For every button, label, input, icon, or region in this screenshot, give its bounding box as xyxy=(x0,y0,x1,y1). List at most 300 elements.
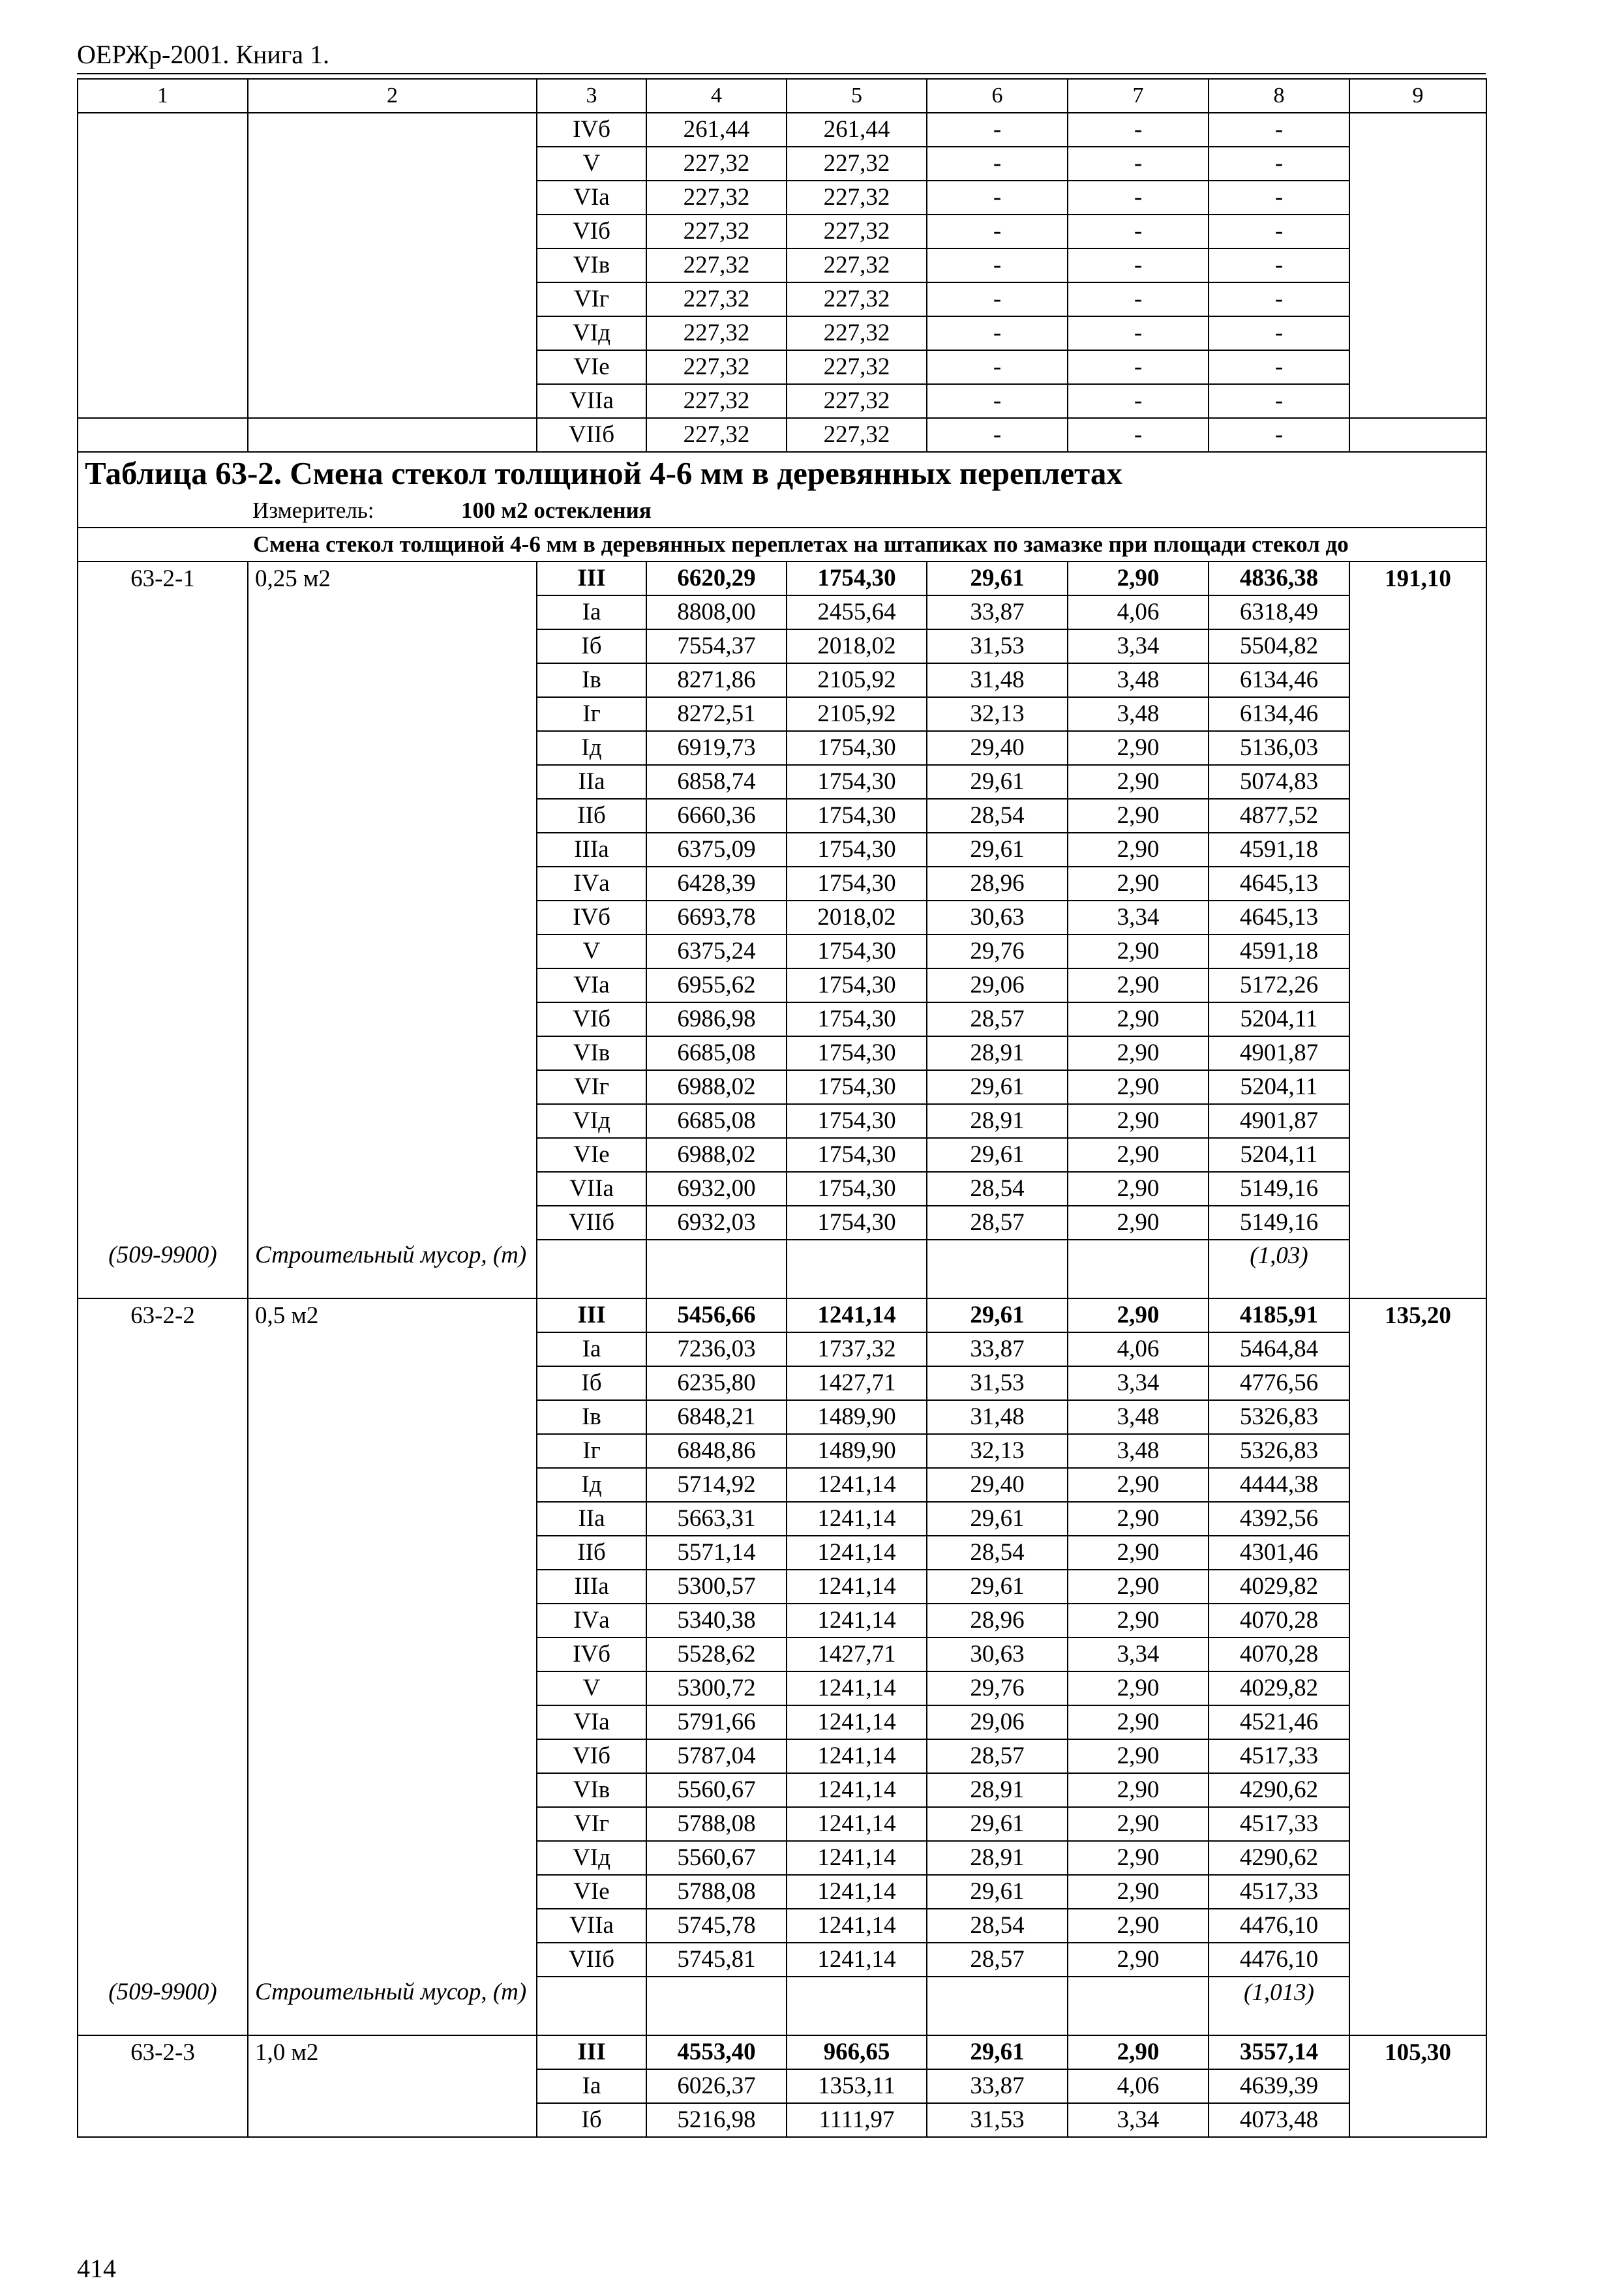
total-cost-cell xyxy=(646,1977,787,2035)
labor-cell xyxy=(1349,248,1486,282)
wages-cell: 1241,14 xyxy=(787,1705,927,1739)
zone-cell: VIа xyxy=(537,1705,646,1739)
table-row xyxy=(78,1104,1486,1138)
total-cost-cell xyxy=(646,1240,787,1298)
zone-cell: V xyxy=(537,935,646,968)
machinist-wages-cell: - xyxy=(1068,215,1209,248)
machine-cell: 29,61 xyxy=(927,1875,1068,1909)
machine-cell: 31,53 xyxy=(927,629,1068,663)
total-cost-cell: 5456,66 xyxy=(646,1298,787,1332)
wages-cell: 227,32 xyxy=(787,418,927,452)
machine-cell: 28,96 xyxy=(927,1604,1068,1638)
materials-cell: 5504,82 xyxy=(1209,629,1349,663)
zone-cell: Iг xyxy=(537,697,646,731)
wages-cell: 1489,90 xyxy=(787,1400,927,1434)
wages-cell: 227,32 xyxy=(787,248,927,282)
wages-cell: 1241,14 xyxy=(787,1773,927,1807)
zone-cell: VIа xyxy=(537,181,646,215)
wages-cell: 1241,14 xyxy=(787,1841,927,1875)
materials-cell: - xyxy=(1209,181,1349,215)
machinist-wages-cell: 2,90 xyxy=(1068,1909,1209,1943)
wages-cell: 1754,30 xyxy=(787,968,927,1002)
total-cost-cell: 6235,80 xyxy=(646,1366,787,1400)
machine-cell: - xyxy=(927,248,1068,282)
materials-cell: 4392,56 xyxy=(1209,1502,1349,1536)
total-cost-cell: 5745,81 xyxy=(646,1943,787,1977)
table-row xyxy=(78,935,1486,968)
machinist-wages-cell: - xyxy=(1068,147,1209,181)
total-cost-cell: 6932,03 xyxy=(646,1206,787,1240)
machinist-wages-cell: 2,90 xyxy=(1068,935,1209,968)
machinist-wages-cell xyxy=(1068,1240,1209,1298)
labor-cell xyxy=(1349,1977,1486,2035)
materials-cell: 4290,62 xyxy=(1209,1841,1349,1875)
total-cost-cell: 5791,66 xyxy=(646,1705,787,1739)
column-number: 4 xyxy=(646,79,787,113)
labor-cell xyxy=(1349,1070,1486,1104)
code-cell xyxy=(78,935,248,968)
labor-cell: 105,30 xyxy=(1349,2035,1486,2069)
materials-cell: 5326,83 xyxy=(1209,1434,1349,1468)
wages-cell: 1241,14 xyxy=(787,1604,927,1638)
machine-cell: 29,61 xyxy=(927,1502,1068,1536)
machinist-wages-cell: - xyxy=(1068,282,1209,316)
labor-cell xyxy=(1349,113,1486,147)
continuation-row xyxy=(78,181,1486,215)
table-row xyxy=(78,1875,1486,1909)
total-cost-cell: 5571,14 xyxy=(646,1536,787,1570)
wages-cell: 227,32 xyxy=(787,147,927,181)
name-cell xyxy=(248,1604,537,1638)
code-cell xyxy=(78,697,248,731)
materials-cell: 5204,11 xyxy=(1209,1070,1349,1104)
code-cell xyxy=(78,1604,248,1638)
table-row xyxy=(78,731,1486,765)
wages-cell: 1754,30 xyxy=(787,731,927,765)
waste-value-cell: (1,013) xyxy=(1209,1977,1349,2035)
total-cost-cell: 227,32 xyxy=(646,418,787,452)
code-cell xyxy=(78,1172,248,1206)
zone-cell: Iа xyxy=(537,595,646,629)
machinist-wages-cell: - xyxy=(1068,113,1209,147)
code-cell xyxy=(78,1671,248,1705)
materials-cell: 4591,18 xyxy=(1209,833,1349,867)
code-cell xyxy=(78,1002,248,1036)
machinist-wages-cell: 3,48 xyxy=(1068,697,1209,731)
waste-code-cell: (509-9900) xyxy=(78,1977,248,2035)
table-row xyxy=(78,595,1486,629)
labor-cell xyxy=(1349,1240,1486,1298)
name-cell xyxy=(248,1036,537,1070)
zone-cell: VIд xyxy=(537,1104,646,1138)
machinist-wages-cell: 3,48 xyxy=(1068,1434,1209,1468)
table-row xyxy=(78,697,1486,731)
rates-table xyxy=(77,78,1487,2138)
table-row xyxy=(78,1138,1486,1172)
materials-cell: 6134,46 xyxy=(1209,697,1349,731)
labor-cell xyxy=(1349,1536,1486,1570)
waste-name-cell: Строительный мусор, (т) xyxy=(248,1240,537,1298)
zone-cell: Iг xyxy=(537,1434,646,1468)
total-cost-cell: 227,32 xyxy=(646,282,787,316)
code-cell xyxy=(78,1638,248,1671)
wages-cell: 1241,14 xyxy=(787,1807,927,1841)
column-number: 1 xyxy=(78,79,248,113)
machinist-wages-cell: 2,90 xyxy=(1068,799,1209,833)
total-cost-cell: 227,32 xyxy=(646,316,787,350)
machine-cell: 31,53 xyxy=(927,2103,1068,2137)
wages-cell: 1754,30 xyxy=(787,1070,927,1104)
machine-cell: 31,48 xyxy=(927,1400,1068,1434)
machinist-wages-cell: 2,90 xyxy=(1068,1172,1209,1206)
machine-cell: - xyxy=(927,384,1068,418)
labor-cell xyxy=(1349,799,1486,833)
continuation-row xyxy=(78,215,1486,248)
machine-cell: 28,91 xyxy=(927,1104,1068,1138)
name-cell xyxy=(248,1138,537,1172)
unit-label: Измеритель: xyxy=(252,497,374,523)
materials-cell: 4901,87 xyxy=(1209,1104,1349,1138)
machine-cell: 28,91 xyxy=(927,1036,1068,1070)
materials-cell: 4029,82 xyxy=(1209,1671,1349,1705)
labor-cell xyxy=(1349,968,1486,1002)
total-cost-cell: 6685,08 xyxy=(646,1036,787,1070)
total-cost-cell: 261,44 xyxy=(646,113,787,147)
name-cell xyxy=(248,113,537,147)
machinist-wages-cell: 2,90 xyxy=(1068,1138,1209,1172)
materials-cell: 5326,83 xyxy=(1209,1400,1349,1434)
column-number: 2 xyxy=(248,79,537,113)
labor-cell xyxy=(1349,1909,1486,1943)
table-row xyxy=(78,1638,1486,1671)
labor-cell xyxy=(1349,1366,1486,1400)
labor-cell xyxy=(1349,1943,1486,1977)
name-cell xyxy=(248,1332,537,1366)
name-cell xyxy=(248,215,537,248)
name-cell xyxy=(248,1841,537,1875)
labor-cell xyxy=(1349,867,1486,901)
machinist-wages-cell: 2,90 xyxy=(1068,1705,1209,1739)
materials-cell: 5204,11 xyxy=(1209,1138,1349,1172)
table-row xyxy=(78,663,1486,697)
zone-cell: Iб xyxy=(537,629,646,663)
code-cell xyxy=(78,1705,248,1739)
labor-cell xyxy=(1349,1206,1486,1240)
machine-cell: 28,54 xyxy=(927,1172,1068,1206)
table-row xyxy=(78,1705,1486,1739)
name-cell xyxy=(248,1943,537,1977)
code-cell xyxy=(78,1468,248,1502)
table-row xyxy=(78,1366,1486,1400)
machine-cell: 33,87 xyxy=(927,2069,1068,2103)
zone-cell: VIв xyxy=(537,1773,646,1807)
code-cell xyxy=(78,1138,248,1172)
labor-cell xyxy=(1349,1036,1486,1070)
machinist-wages-cell: 2,90 xyxy=(1068,1671,1209,1705)
code-cell xyxy=(78,731,248,765)
labor-cell xyxy=(1349,1638,1486,1671)
code-cell xyxy=(78,2103,248,2137)
labor-cell xyxy=(1349,1502,1486,1536)
name-cell: 0,25 м2 xyxy=(248,561,537,595)
total-cost-cell: 6620,29 xyxy=(646,561,787,595)
machine-cell: 28,54 xyxy=(927,1909,1068,1943)
name-cell xyxy=(248,1434,537,1468)
labor-cell xyxy=(1349,595,1486,629)
machine-cell: 29,61 xyxy=(927,1138,1068,1172)
name-cell: 1,0 м2 xyxy=(248,2035,537,2069)
total-cost-cell: 6428,39 xyxy=(646,867,787,901)
labor-cell xyxy=(1349,1875,1486,1909)
labor-cell xyxy=(1349,1570,1486,1604)
table-row xyxy=(78,1332,1486,1366)
total-cost-cell: 5714,92 xyxy=(646,1468,787,1502)
name-cell xyxy=(248,1468,537,1502)
machinist-wages-cell: 2,90 xyxy=(1068,731,1209,765)
materials-cell: 4645,13 xyxy=(1209,867,1349,901)
total-cost-cell: 5216,98 xyxy=(646,2103,787,2137)
machine-cell: 29,61 xyxy=(927,1570,1068,1604)
zone-cell: VIг xyxy=(537,282,646,316)
continuation-row xyxy=(78,113,1486,147)
zone-cell: V xyxy=(537,147,646,181)
machinist-wages-cell: - xyxy=(1068,181,1209,215)
table-row xyxy=(78,2069,1486,2103)
materials-cell: 4836,38 xyxy=(1209,561,1349,595)
machinist-wages-cell: 3,34 xyxy=(1068,1366,1209,1400)
total-cost-cell: 6375,09 xyxy=(646,833,787,867)
continuation-row xyxy=(78,418,1486,452)
zone-cell: IVб xyxy=(537,901,646,935)
materials-cell: 5149,16 xyxy=(1209,1172,1349,1206)
machine-cell: 29,40 xyxy=(927,731,1068,765)
wages-cell: 1241,14 xyxy=(787,1875,927,1909)
name-cell xyxy=(248,147,537,181)
materials-cell: - xyxy=(1209,418,1349,452)
code-cell xyxy=(78,1400,248,1434)
wages-cell: 1754,30 xyxy=(787,935,927,968)
machine-cell: 28,96 xyxy=(927,867,1068,901)
total-cost-cell: 6858,74 xyxy=(646,765,787,799)
table-title-row xyxy=(78,452,1486,494)
labor-cell xyxy=(1349,1104,1486,1138)
materials-cell: 4073,48 xyxy=(1209,2103,1349,2137)
machine-cell: 33,87 xyxy=(927,1332,1068,1366)
materials-cell: 4877,52 xyxy=(1209,799,1349,833)
zone-cell: Iд xyxy=(537,731,646,765)
zone-cell: Iв xyxy=(537,663,646,697)
machinist-wages-cell: 2,90 xyxy=(1068,1875,1209,1909)
machinist-wages-cell: 3,48 xyxy=(1068,663,1209,697)
materials-cell: 4290,62 xyxy=(1209,1773,1349,1807)
wages-cell: 227,32 xyxy=(787,282,927,316)
wages-cell: 1754,30 xyxy=(787,867,927,901)
materials-cell: 5136,03 xyxy=(1209,731,1349,765)
name-cell xyxy=(248,350,537,384)
labor-cell xyxy=(1349,282,1486,316)
column-number: 5 xyxy=(787,79,927,113)
materials-cell: 4901,87 xyxy=(1209,1036,1349,1070)
materials-cell: - xyxy=(1209,113,1349,147)
code-cell xyxy=(78,147,248,181)
code-cell xyxy=(78,1739,248,1773)
machinist-wages-cell: 4,06 xyxy=(1068,1332,1209,1366)
machinist-wages-cell: 2,90 xyxy=(1068,833,1209,867)
machinist-wages-cell: 2,90 xyxy=(1068,561,1209,595)
name-cell xyxy=(248,1070,537,1104)
materials-cell: - xyxy=(1209,282,1349,316)
zone-cell: VIIб xyxy=(537,418,646,452)
machinist-wages-cell: 2,90 xyxy=(1068,765,1209,799)
wages-cell: 1427,71 xyxy=(787,1366,927,1400)
total-cost-cell: 6026,37 xyxy=(646,2069,787,2103)
labor-cell xyxy=(1349,1705,1486,1739)
total-cost-cell: 6986,98 xyxy=(646,1002,787,1036)
materials-cell: 4591,18 xyxy=(1209,935,1349,968)
materials-cell: - xyxy=(1209,248,1349,282)
zone-cell: VIIа xyxy=(537,1172,646,1206)
materials-cell: 4517,33 xyxy=(1209,1739,1349,1773)
code-cell xyxy=(78,215,248,248)
total-cost-cell: 5788,08 xyxy=(646,1875,787,1909)
wages-cell: 227,32 xyxy=(787,350,927,384)
column-number: 9 xyxy=(1349,79,1486,113)
code-cell xyxy=(78,1536,248,1570)
machine-cell: 32,13 xyxy=(927,1434,1068,1468)
name-cell xyxy=(248,1172,537,1206)
name-cell xyxy=(248,384,537,418)
name-cell xyxy=(248,2103,537,2137)
continuation-row xyxy=(78,316,1486,350)
wages-cell: 1754,30 xyxy=(787,1036,927,1070)
table-row xyxy=(78,833,1486,867)
wages-cell: 1754,30 xyxy=(787,1104,927,1138)
labor-cell: 135,20 xyxy=(1349,1298,1486,1332)
name-cell xyxy=(248,663,537,697)
materials-cell: 4029,82 xyxy=(1209,1570,1349,1604)
code-cell xyxy=(78,663,248,697)
table-row xyxy=(78,2035,1486,2069)
zone-cell: V xyxy=(537,1671,646,1705)
waste-value-cell: (1,03) xyxy=(1209,1240,1349,1298)
total-cost-cell: 8271,86 xyxy=(646,663,787,697)
labor-cell xyxy=(1349,1841,1486,1875)
machine-cell: - xyxy=(927,316,1068,350)
total-cost-cell: 227,32 xyxy=(646,384,787,418)
table-row xyxy=(78,1468,1486,1502)
table-row xyxy=(78,1909,1486,1943)
machine-cell: 29,06 xyxy=(927,1705,1068,1739)
zone-cell: VIе xyxy=(537,1875,646,1909)
machine-cell: - xyxy=(927,215,1068,248)
code-cell xyxy=(78,1502,248,1536)
wages-cell: 227,32 xyxy=(787,316,927,350)
name-cell xyxy=(248,1739,537,1773)
zone-cell: III xyxy=(537,2035,646,2069)
materials-cell: 4776,56 xyxy=(1209,1366,1349,1400)
name-cell xyxy=(248,1875,537,1909)
materials-cell: 5149,16 xyxy=(1209,1206,1349,1240)
machine-cell: - xyxy=(927,282,1068,316)
zone-cell: IIа xyxy=(537,765,646,799)
waste-code-cell: (509-9900) xyxy=(78,1240,248,1298)
total-cost-cell: 6988,02 xyxy=(646,1070,787,1104)
total-cost-cell: 227,32 xyxy=(646,248,787,282)
zone-cell: VIд xyxy=(537,316,646,350)
total-cost-cell: 6660,36 xyxy=(646,799,787,833)
table-row xyxy=(78,799,1486,833)
code-cell xyxy=(78,833,248,867)
code-cell xyxy=(78,799,248,833)
code-cell xyxy=(78,181,248,215)
wages-cell: 1241,14 xyxy=(787,1909,927,1943)
materials-cell: 6134,46 xyxy=(1209,663,1349,697)
description-row xyxy=(78,528,1486,561)
code-cell xyxy=(78,1070,248,1104)
machine-cell: 29,61 xyxy=(927,561,1068,595)
continuation-row xyxy=(78,147,1486,181)
code-cell: 63-2-2 xyxy=(78,1298,248,1332)
machine-cell: 31,48 xyxy=(927,663,1068,697)
code-cell xyxy=(78,901,248,935)
machinist-wages-cell: 2,90 xyxy=(1068,1070,1209,1104)
wages-cell: 1241,14 xyxy=(787,1298,927,1332)
total-cost-cell: 6848,86 xyxy=(646,1434,787,1468)
zone-cell: VIIа xyxy=(537,384,646,418)
wages-cell: 1754,30 xyxy=(787,1138,927,1172)
machine-cell xyxy=(927,1240,1068,1298)
wages-cell: 1427,71 xyxy=(787,1638,927,1671)
machine-cell: - xyxy=(927,147,1068,181)
zone-cell xyxy=(537,1977,646,2035)
materials-cell: 6318,49 xyxy=(1209,595,1349,629)
name-cell xyxy=(248,1502,537,1536)
machine-cell: 29,61 xyxy=(927,833,1068,867)
table-row xyxy=(78,1807,1486,1841)
column-number-row xyxy=(78,79,1486,113)
machine-cell: - xyxy=(927,181,1068,215)
labor-cell xyxy=(1349,1468,1486,1502)
continuation-row xyxy=(78,350,1486,384)
code-cell xyxy=(78,282,248,316)
name-cell: 0,5 м2 xyxy=(248,1298,537,1332)
total-cost-cell: 6848,21 xyxy=(646,1400,787,1434)
table-title: Таблица 63-2. Смена стекол толщиной 4-6 мм в деревянных переплетах xyxy=(78,452,1486,494)
zone-cell: VIв xyxy=(537,1036,646,1070)
name-cell xyxy=(248,968,537,1002)
wages-cell: 1353,11 xyxy=(787,2069,927,2103)
table-row xyxy=(78,1400,1486,1434)
materials-cell: 4444,38 xyxy=(1209,1468,1349,1502)
zone-cell: VIб xyxy=(537,1002,646,1036)
labor-cell xyxy=(1349,181,1486,215)
total-cost-cell: 4553,40 xyxy=(646,2035,787,2069)
machine-cell: 33,87 xyxy=(927,595,1068,629)
code-cell xyxy=(78,1332,248,1366)
wages-cell: 1754,30 xyxy=(787,833,927,867)
code-cell xyxy=(78,248,248,282)
wages-cell: 2105,92 xyxy=(787,697,927,731)
machine-cell: 28,57 xyxy=(927,1739,1068,1773)
zone-cell: IIа xyxy=(537,1502,646,1536)
zone-cell: IVб xyxy=(537,1638,646,1671)
materials-cell: - xyxy=(1209,350,1349,384)
column-number: 7 xyxy=(1068,79,1209,113)
materials-cell: 4476,10 xyxy=(1209,1909,1349,1943)
total-cost-cell: 6988,02 xyxy=(646,1138,787,1172)
labor-cell xyxy=(1349,629,1486,663)
zone-cell: IVа xyxy=(537,867,646,901)
